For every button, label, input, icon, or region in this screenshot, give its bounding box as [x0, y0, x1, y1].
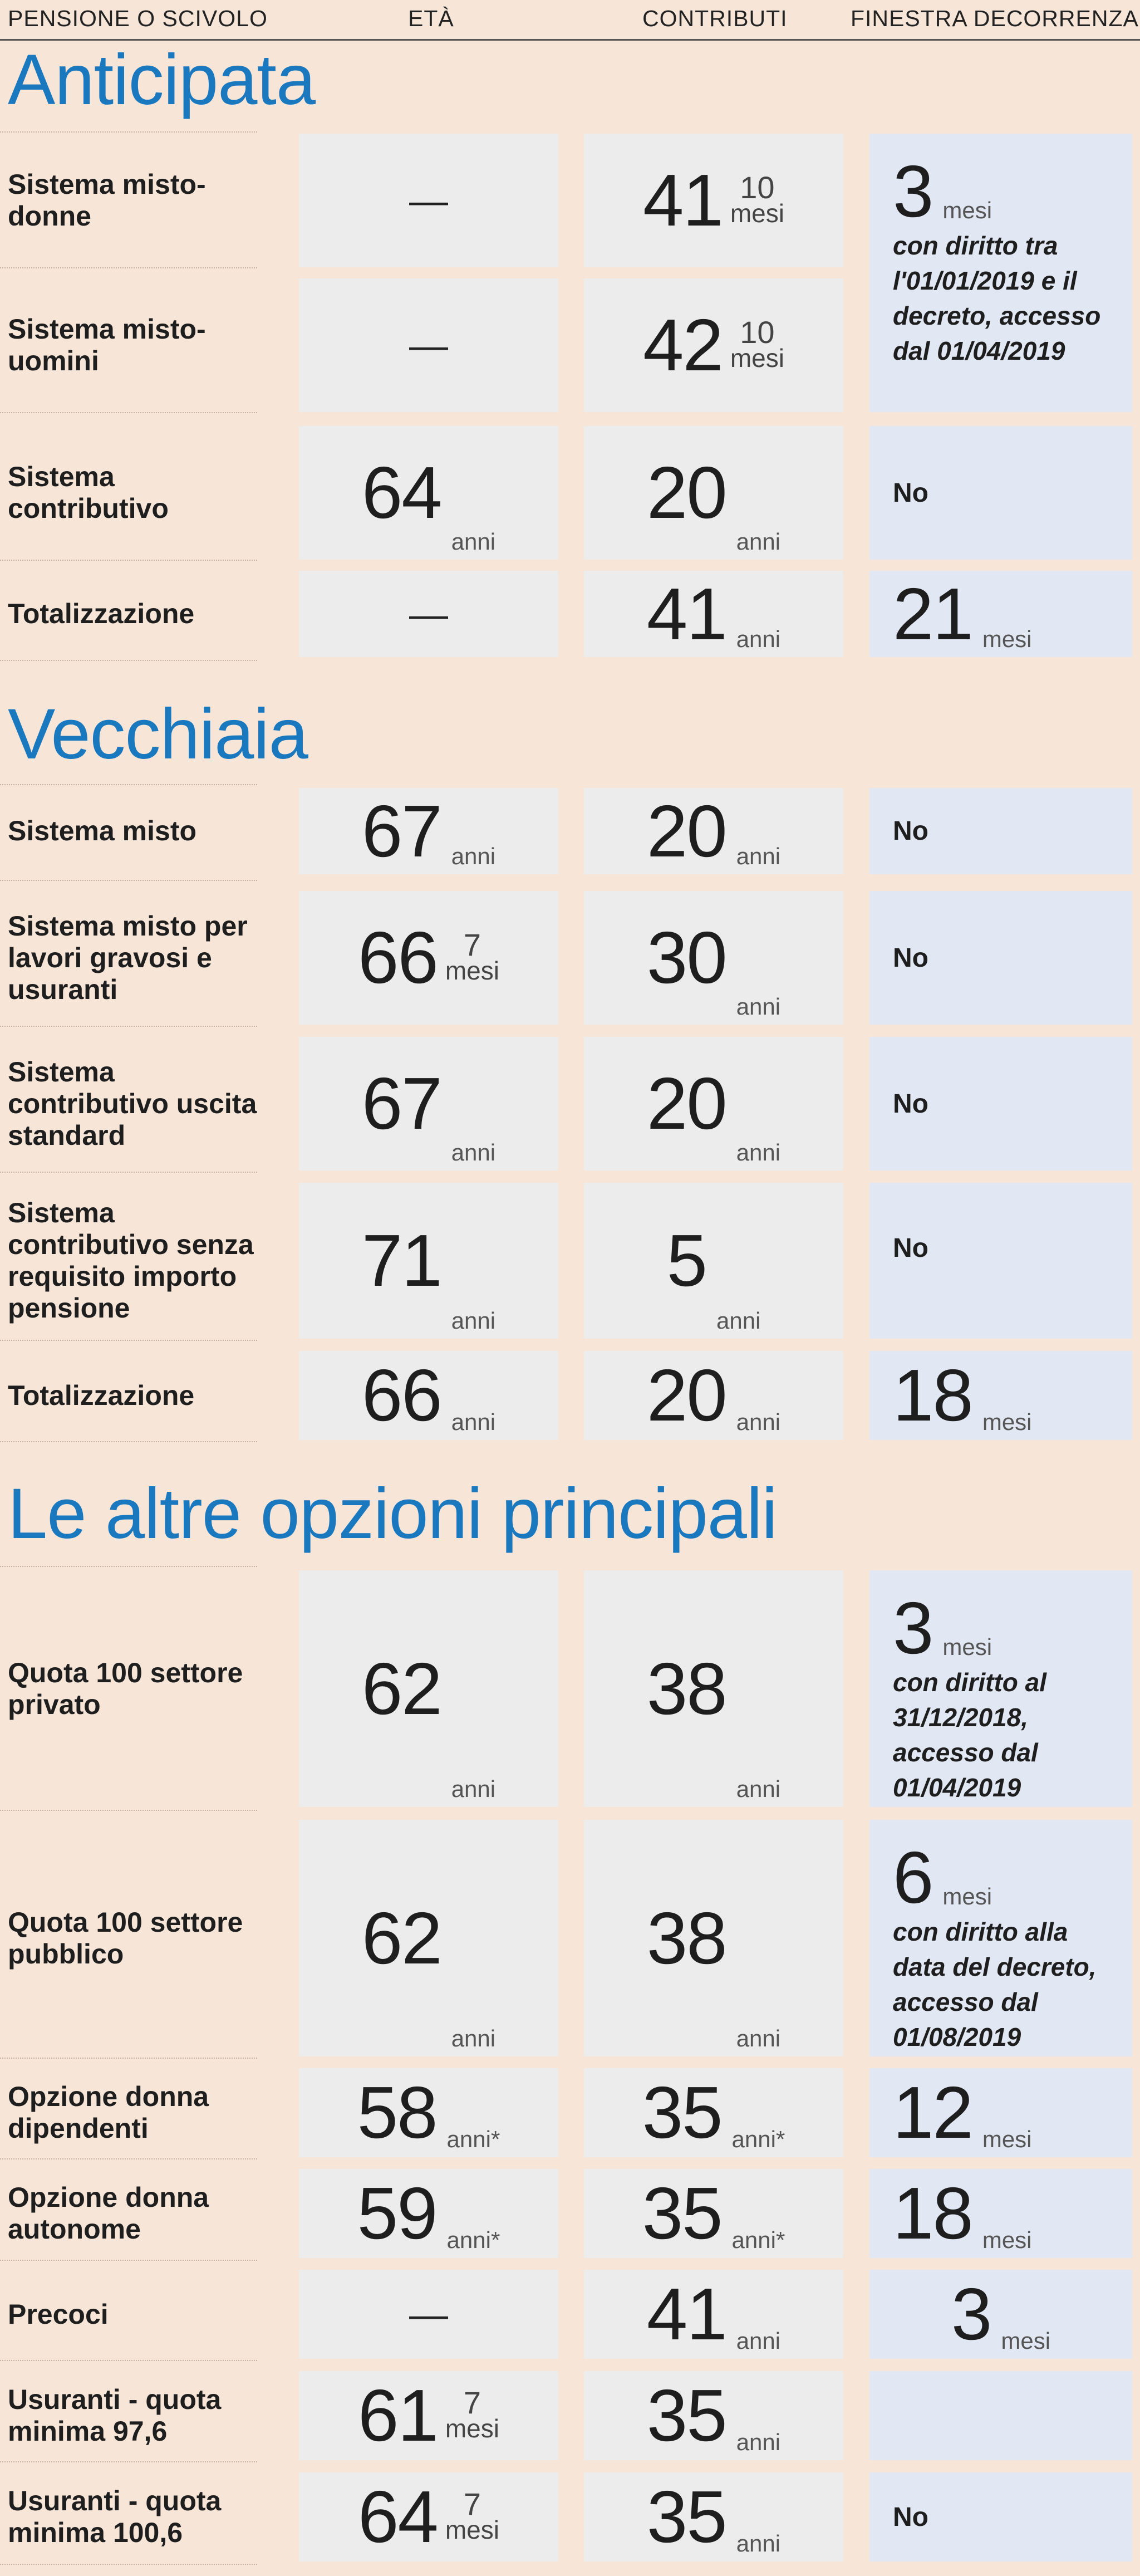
eta-cell: 67 anni: [299, 1037, 558, 1171]
contributi-cell: 41 anni: [584, 571, 843, 657]
eta-cell: 66 7 mesi: [299, 891, 558, 1025]
row-label: Precoci: [8, 2298, 109, 2330]
eta-cell: —: [299, 134, 558, 267]
contributi-cell: 20 anni: [584, 426, 843, 560]
finestra-cell: 6 mesi con diritto alla data del decreto, accesso dal 01/08/2019: [869, 1820, 1132, 2056]
separator: [0, 1172, 257, 1173]
finestra-cell: 3 mesi con diritto al 31/12/2018, accesso dal 01/04/2019: [869, 1570, 1132, 1807]
separator: [0, 412, 257, 413]
eta-cell: 64 7 mesi: [299, 2472, 558, 2562]
contributi-cell: 41 anni: [584, 2270, 843, 2359]
header-contributi: CONTRIBUTI: [642, 6, 788, 31]
separator: [0, 1810, 257, 1811]
row-label: Usuranti - quota minima 97,6: [8, 2384, 222, 2447]
header-eta: ETÀ: [408, 6, 454, 31]
row-label: Opzione donna autonome: [8, 2182, 209, 2245]
finestra-cell: No: [869, 788, 1132, 874]
separator: [0, 560, 257, 561]
eta-cell: —: [299, 2270, 558, 2359]
row-label: Sistema contributivo: [8, 461, 169, 524]
separator: [0, 1026, 257, 1027]
separator: [0, 2260, 257, 2261]
finestra-note: con diritto alla data del decreto, accesso dal 01/08/2019: [893, 1917, 1097, 2051]
row-label: Sistema contributivo senza requisito importo pensione: [8, 1197, 254, 1324]
contributi-cell: 35 anni*: [584, 2169, 843, 2258]
header-finestra: FINESTRA DECORRENZA: [851, 6, 1139, 31]
header-pensione: PENSIONE O SCIVOLO: [8, 6, 268, 31]
separator: [0, 2058, 257, 2059]
row-label: Sistema contributivo uscita standard: [8, 1056, 257, 1151]
separator: [0, 267, 257, 268]
row-label: Totalizzazione: [8, 1379, 195, 1411]
contributi-cell: 35 anni: [584, 2371, 843, 2460]
finestra-cell: No: [869, 2472, 1132, 2562]
contributi-cell: 38 anni: [584, 1820, 843, 2056]
section-title-altre: Le altre opzioni principali: [8, 1474, 777, 1554]
separator: [0, 784, 257, 785]
finestra-note: con diritto al 31/12/2018, accesso dal 01/04/2019: [893, 1668, 1046, 1802]
row-label: Opzione donna dipendenti: [8, 2081, 209, 2144]
finestra-cell: No: [869, 1183, 1132, 1339]
eta-cell: 62 anni: [299, 1820, 558, 2056]
eta-cell: 66 anni: [299, 1351, 558, 1440]
finestra-cell: No: [869, 426, 1132, 560]
contributi-cell: 20 anni: [584, 788, 843, 874]
row-label: Totalizzazione: [8, 598, 195, 629]
finestra-note: con diritto tra l'01/01/2019 e il decreto, accesso dal 01/04/2019: [893, 231, 1101, 365]
finestra-cell: 3 mesi: [869, 2270, 1132, 2359]
row-label: Sistema misto-uomini: [8, 314, 206, 376]
finestra-cell: 12 mesi: [869, 2068, 1132, 2157]
finestra-cell: 21 mesi: [869, 571, 1132, 657]
separator: [0, 1340, 257, 1341]
row-label: Sistema misto-donne: [8, 169, 206, 232]
table-header: [0, 0, 1140, 41]
separator: [0, 660, 257, 661]
eta-cell: 62 anni: [299, 1570, 558, 1807]
contributi-cell: 38 anni: [584, 1570, 843, 1807]
section-title-vecchiaia: Vecchiaia: [8, 694, 308, 774]
eta-cell: 71 anni: [299, 1183, 558, 1339]
eta-cell: 61 7 mesi: [299, 2371, 558, 2460]
separator: [0, 1441, 257, 1442]
contributi-cell: 30 anni: [584, 891, 843, 1025]
eta-cell: —: [299, 278, 558, 412]
eta-cell: —: [299, 571, 558, 657]
contributi-cell: 42 10 mesi: [584, 278, 843, 412]
row-label: Quota 100 settore pubblico: [8, 1906, 243, 1970]
separator: [0, 2360, 257, 2361]
separator: [0, 2158, 257, 2159]
contributi-cell: 20 anni: [584, 1037, 843, 1171]
row-label: Usuranti - quota minima 100,6: [8, 2485, 222, 2548]
section-title-anticipata: Anticipata: [8, 40, 316, 120]
contributi-cell: 41 10 mesi: [584, 134, 843, 267]
eta-cell: 67 anni: [299, 788, 558, 874]
row-label: Quota 100 settore privato: [8, 1657, 243, 1720]
eta-cell: 64 anni: [299, 426, 558, 560]
contributi-cell: 5 anni: [584, 1183, 843, 1339]
contributi-cell: 35 anni: [584, 2472, 843, 2562]
contributi-cell: 20 anni: [584, 1351, 843, 1440]
finestra-cell: No: [869, 1037, 1132, 1171]
finestra-cell: 3 mesi con diritto tra l'01/01/2019 e il decreto, accesso dal 01/04/2019: [869, 134, 1132, 412]
separator: [0, 880, 257, 881]
separator: [0, 2564, 257, 2565]
finestra-cell: 18 mesi: [869, 2169, 1132, 2258]
finestra-cell: 18 mesi: [869, 1351, 1132, 1440]
finestra-cell: No: [869, 891, 1132, 1025]
separator: [0, 1566, 257, 1567]
finestra-cell-empty: [869, 2371, 1132, 2460]
row-label: Sistema misto: [8, 815, 197, 846]
row-label: Sistema misto per lavori gravosi e usuranti: [8, 910, 248, 1005]
contributi-cell: 35 anni*: [584, 2068, 843, 2157]
separator: [0, 131, 257, 133]
separator: [0, 2461, 257, 2462]
eta-cell: 59 anni*: [299, 2169, 558, 2258]
eta-cell: 58 anni*: [299, 2068, 558, 2157]
